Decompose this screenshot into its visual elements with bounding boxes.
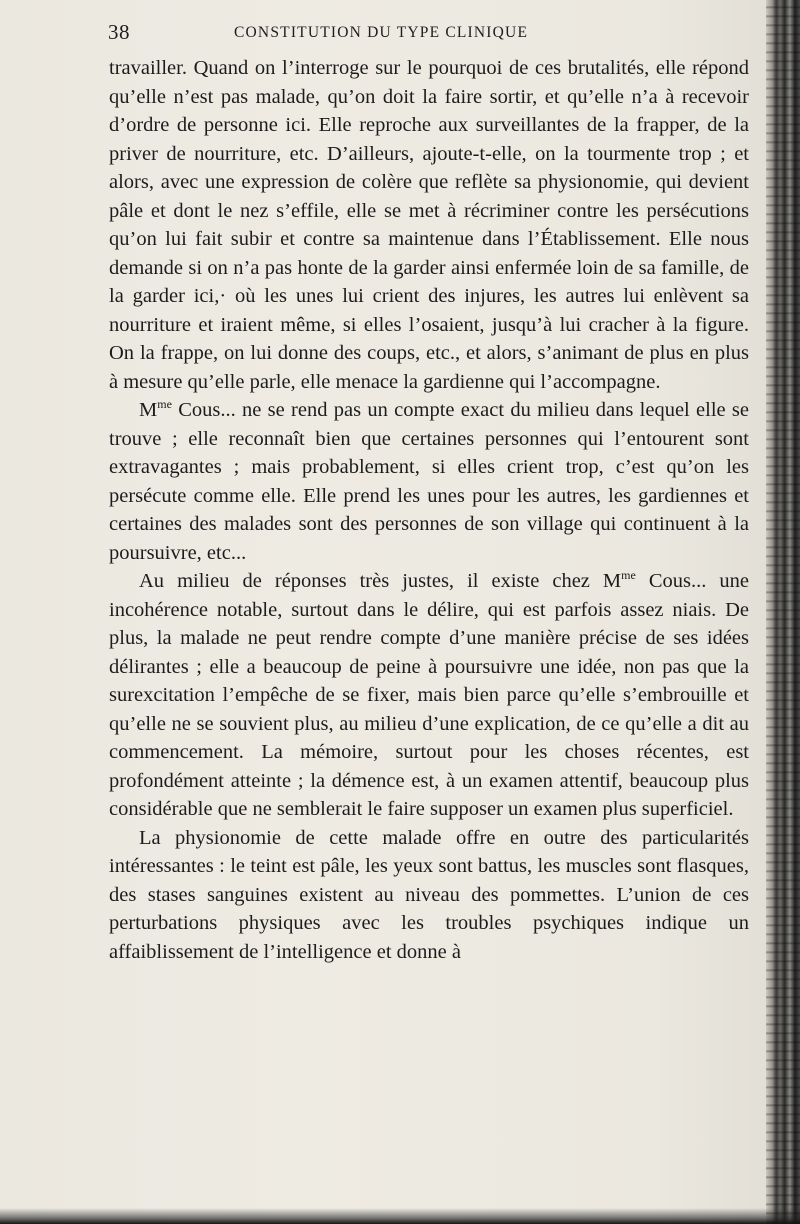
paragraph-text: La physionomie de cette malade offre en outre des particularités intéressantes : le teint est pâle, les yeux sont battus, les muscles sont flasques, des stases sanguines existent au niveau des pommettes. L’union de ces perturbations physiques avec les troubles psychiques indique un affaiblissement de l’intelligence et donne à <box>109 826 749 963</box>
page-bottom-shadow <box>0 1208 800 1224</box>
running-title: CONSTITUTION DU TYPE CLINIQUE <box>234 24 529 41</box>
superscript-abbreviation: me <box>621 568 636 582</box>
superscript-abbreviation: me <box>157 397 172 411</box>
page-number: 38 <box>108 20 130 44</box>
page-header <box>108 14 748 50</box>
paragraph <box>109 396 749 567</box>
paragraph <box>109 567 749 824</box>
paragraph-text: Cous... ne se rend pas un compte exact du milieu dans lequel elle se trouve ; elle reconnaît bien que certaines personnes qui l’entourent sont extravagantes ; mais probablement, si elles crient trop, c’est qu’on les persécute comme elle. Elle prend les unes pour les autres, les gardiennes et certaines des malades sont des personnes de son village qui continuent à la poursuivre, etc... <box>109 399 749 564</box>
paragraph-text: M <box>139 399 158 421</box>
paragraph <box>109 824 749 967</box>
book-binding-edge <box>766 0 800 1224</box>
paragraph-text: Cous... une incohérence notable, surtout dans le délire, qui est parfois assez niais. De plus, la malade ne peut rendre compte d’une manière précise de ses idées délirantes ; elle a beaucoup de peine à poursuivre une idée, non pas que la surexcitation l’empêche de se fixer, mais bien parce qu’elle s’embrouille et qu’elle ne se souvient plus, au milieu d’une explication, de ce qu’elle a dit au commencement. La mémoire, surtout pour les choses récentes, est profondément atteinte ; la démence est, à un examen attentif, beaucoup plus considérable que ne semblerait le faire supposer un examen plus superficiel. <box>109 570 750 820</box>
paragraph <box>109 54 749 396</box>
paragraph-text: Au milieu de réponses très justes, il existe chez M <box>139 570 622 592</box>
paragraph-text: travailler. Quand on l’interroge sur le pourquoi de ces brutalités, elle répond qu’elle n’est pas malade, qu’on doit la faire sortir, et qu’elle n’a à recevoir d’ordre de personne ici. Elle reproche aux surveillantes de la frapper, de la priver de nourriture, etc. D’ailleurs, ajoute-t-elle, on la tourmente trop ; et alors, avec une expression de colère que reflète sa physionomie, qui devient pâle et dont le nez s’effile, elle se met à récriminer contre les persécutions qu’on lui fait subir et contre sa maintenue dans l’Établissement. Elle nous demande si on n’a pas honte de la garder ainsi enfermée loin de sa famille, de la garder ici,· où les unes lui crient des injures, les autres lui enlèvent sa nourriture et iraient même, si elles l’osaient, jusqu’à lui cracher à la figure. On la frappe, on lui donne des coups, etc., et alors, s’animant de plus en plus à mesure qu’elle parle, elle menace la gardienne qui l’accompagne. <box>109 57 749 393</box>
body-text <box>109 54 749 966</box>
